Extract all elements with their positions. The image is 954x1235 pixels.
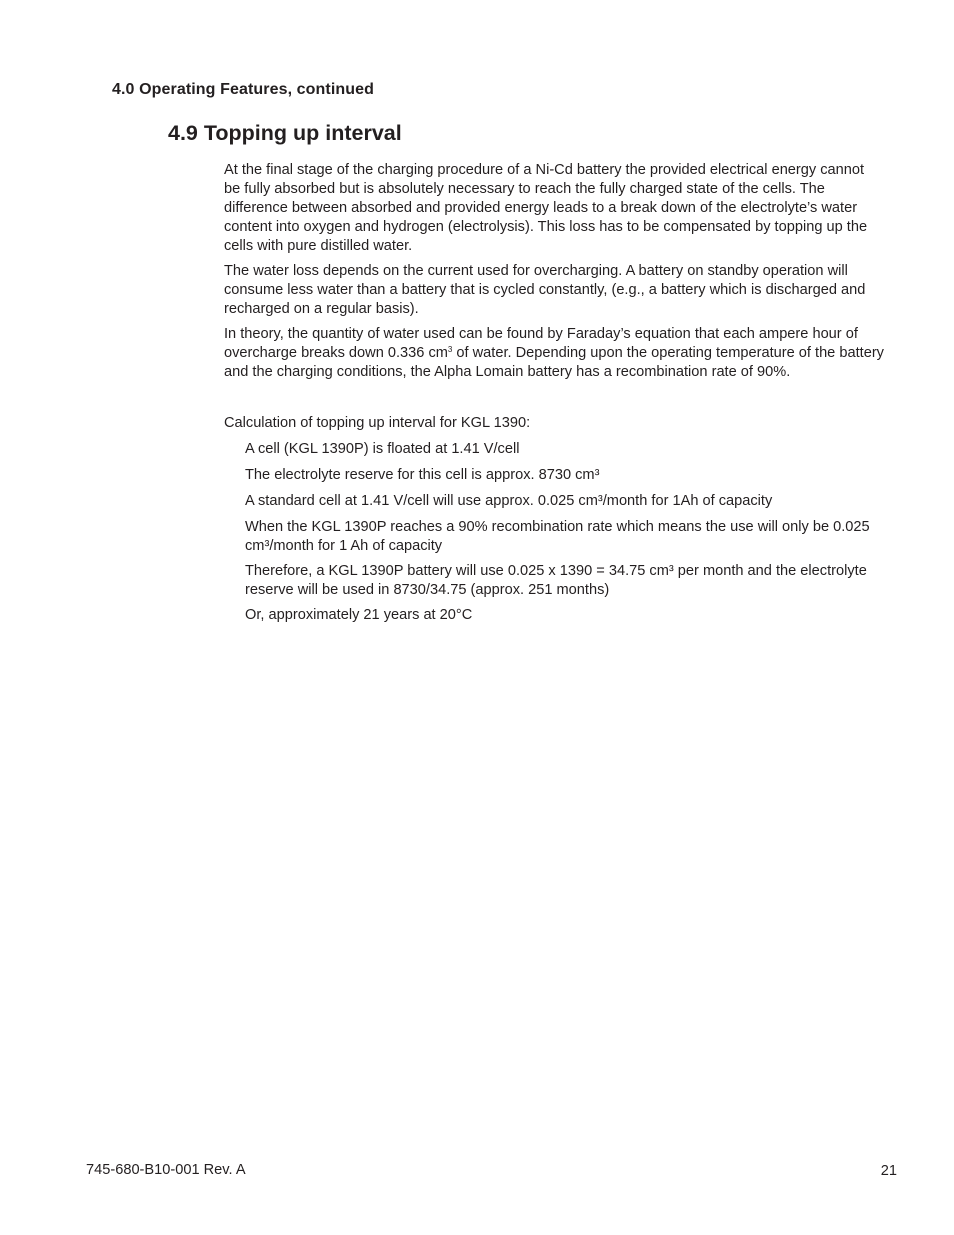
calculation-intro: Calculation of topping up interval for KGL 1390: bbox=[224, 415, 531, 431]
section-body bbox=[224, 161, 884, 631]
footer-document-number: 745-680-B10-001 Rev. A bbox=[86, 1162, 246, 1178]
calculation-step: When the KGL 1390P reaches a 90% recombination rate which means the use will only be 0.025 cm³/month for 1 Ah of capacity bbox=[245, 519, 870, 554]
running-head: 4.0 Operating Features, continued bbox=[112, 81, 375, 98]
calculation-step: Therefore, a KGL 1390P battery will use 0.025 x 1390 = 34.75 cm³ per month and the electrolyte reserve will be used in 8730/34.75 (approx. 251 months) bbox=[245, 563, 867, 598]
calculation-step: A standard cell at 1.41 V/cell will use approx. 0.025 cm³/month for 1Ah of capacity bbox=[245, 493, 773, 509]
section-title: 4.9 Topping up interval bbox=[168, 121, 402, 145]
paragraph-electrolysis: At the final stage of the charging procedure of a Ni-Cd battery the provided electrical energy cannot be fully absorbed but is absolutely necessary to reach the fully charged state of the cells. The difference between absorbed and provided energy leads to a break down of the electrolyte’s water content into oxygen and hydrogen (electrolysis). This loss has to be compensated by topping up the cells with pure distilled water. bbox=[224, 162, 868, 254]
paragraph-water-loss: The water loss depends on the current used for overcharging. A battery on standby operation will consume less water than a battery that is cycled constantly, (e.g., a battery which is discharged and recharged on a regular basis). bbox=[224, 263, 866, 317]
faraday-text-start: In theory, the quantity of water used can be found by Faraday’s equation that each ampere hour of overcharge breaks down 0.336 cm bbox=[224, 326, 858, 361]
footer-page-number: 21 bbox=[880, 1163, 897, 1179]
calculation-step: Or, approximately 21 years at 20°C bbox=[245, 607, 473, 623]
paragraph-faraday bbox=[224, 325, 884, 382]
calculation-step: The electrolyte reserve for this cell is approx. 8730 cm³ bbox=[245, 467, 600, 483]
superscript-three: 3 bbox=[447, 345, 453, 354]
calculation-steps bbox=[224, 440, 884, 625]
faraday-text-end: of water. Depending upon the operating temperature of the battery and the charging conditions, the Alpha Lomain battery has a recombination rate of 90%. bbox=[224, 345, 884, 380]
calculation-step: A cell (KGL 1390P) is floated at 1.41 V/cell bbox=[245, 441, 520, 457]
